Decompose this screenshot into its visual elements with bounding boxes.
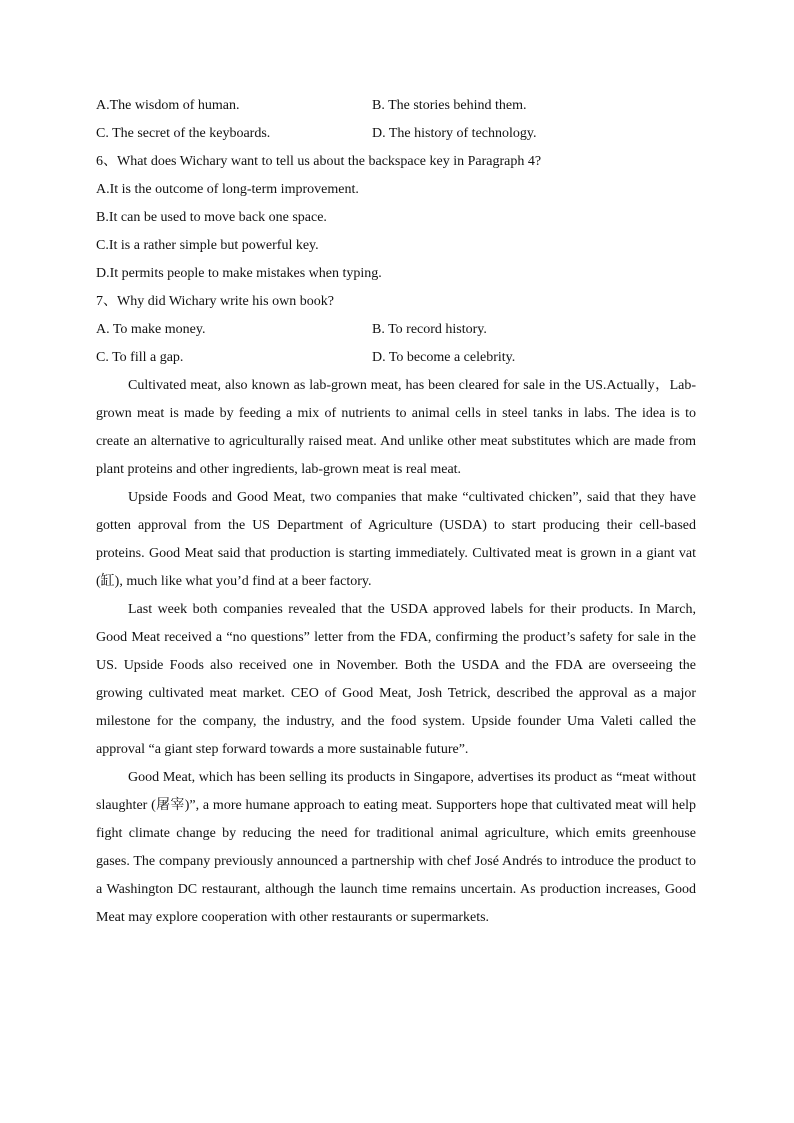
q5-option-b[interactable]: B. The stories behind them. xyxy=(372,98,527,113)
q7-option-d[interactable]: D. To become a celebrity. xyxy=(372,350,516,365)
passage-paragraph-1: Cultivated meat, also known as lab-grown meat, has been cleared for sale in the US.Actually，Lab-grown meat is made by feeding a mix of nutrients to animal cells in steel tanks in labs. The idea is to create an alternative to agriculturally raised meat. And unlike other meat substitutes which are made from plant proteins and other ingredients, lab-grown meat is real meat. xyxy=(96,378,696,477)
q6-option-d[interactable]: D.It permits people to make mistakes when typing. xyxy=(96,266,382,281)
document-page xyxy=(96,92,696,932)
q7-question: 7、Why did Wichary write his own book? xyxy=(96,294,334,309)
passage-paragraph-3: Last week both companies revealed that the USDA approved labels for their products. In March, Good Meat received a “no questions” letter from the FDA, confirming the product’s safety for sale in the US. Upside Foods also received one in November. Both the USDA and the FDA are overseeing the growing cultivated meat market. CEO of Good Meat, Josh Tetrick, described the approval as a major milestone for the company, the industry, and the food system. Upside founder Uma Valeti called the approval “a giant step forward towards a more sustainable future”. xyxy=(96,602,696,757)
q6-option-b[interactable]: B.It can be used to move back one space. xyxy=(96,210,327,225)
q7-options-row-2 xyxy=(96,344,696,372)
q7-option-b[interactable]: B. To record history. xyxy=(372,322,487,337)
q7-options-row-1 xyxy=(96,316,696,344)
q7-option-a[interactable]: A. To make money. xyxy=(96,322,206,337)
q5-options-row-1 xyxy=(96,92,696,120)
q6-option-c[interactable]: C.It is a rather simple but powerful key. xyxy=(96,238,319,253)
q5-option-d[interactable]: D. The history of technology. xyxy=(372,126,537,141)
q6-option-a[interactable]: A.It is the outcome of long-term improvement. xyxy=(96,182,359,197)
q6-question: 6、What does Wichary want to tell us about the backspace key in Paragraph 4? xyxy=(96,154,542,169)
passage-paragraph-2: Upside Foods and Good Meat, two companies that make “cultivated chicken”, said that they have gotten approval from the US Department of Agriculture (USDA) to start producing their cell-based proteins. Good Meat said that production is starting immediately. Cultivated meat is grown in a giant vat (缸), much like what you’d find at a beer factory. xyxy=(96,490,696,589)
q5-option-a[interactable]: A.The wisdom of human. xyxy=(96,98,240,113)
q5-option-c[interactable]: C. The secret of the keyboards. xyxy=(96,126,271,141)
passage-paragraph-4: Good Meat, which has been selling its products in Singapore, advertises its product as “meat without slaughter (屠宰)”, a more humane approach to eating meat. Supporters hope that cultivated meat will help fight climate change by reducing the need for traditional animal agriculture, which emits greenhouse gases. The company previously announced a partnership with chef José Andrés to introduce the product to a Washington DC restaurant, although the launch time remains uncertain. As production increases, Good Meat may explore cooperation with other restaurants or supermarkets. xyxy=(96,770,696,925)
q7-option-c[interactable]: C. To fill a gap. xyxy=(96,350,184,365)
q5-options-row-2 xyxy=(96,120,696,148)
